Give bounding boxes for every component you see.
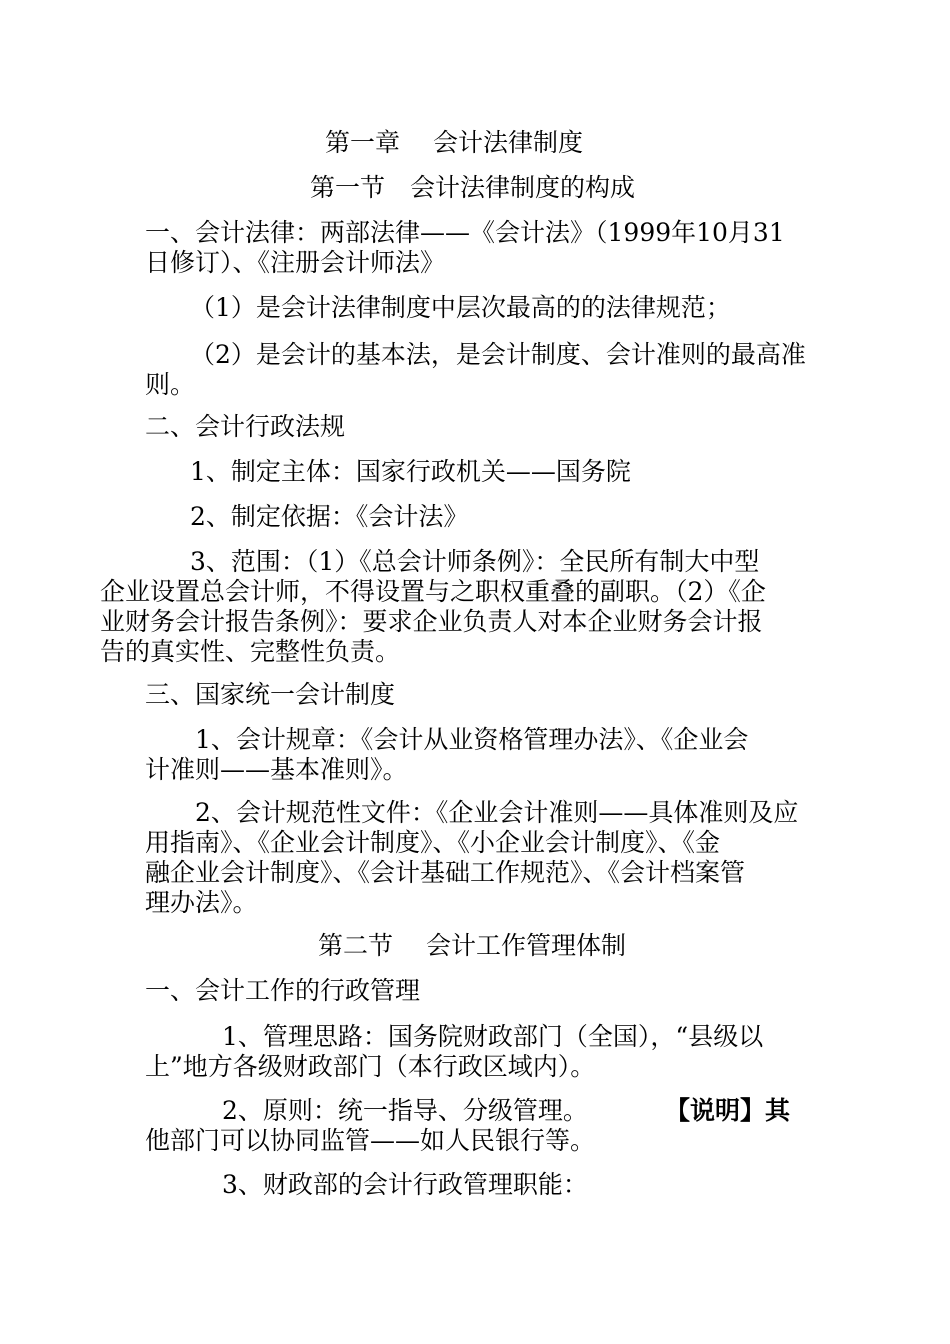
paragraph-line: 融企业会计制度》、《会计基础工作规范》、《会计档案管 [145, 858, 746, 887]
subsection-heading: 一、会计工作的行政管理 [145, 976, 421, 1005]
chapter-title: 第一章 会计法律制度 [325, 128, 583, 157]
paragraph-line: 则。 [145, 370, 196, 399]
paragraph-line: 告的真实性、完整性负责。 [100, 637, 401, 666]
paragraph-line: 理办法》。 [145, 888, 258, 917]
paragraph-line: 用指南》、《企业会计制度》、《小企业会计制度》、《金 [145, 828, 721, 857]
paragraph-line: 他部门可以协同监管——如人民银行等。 [145, 1126, 596, 1155]
note-label: 【说明】其 [665, 1096, 791, 1125]
paragraph-line: 1、会计规章：《会计从业资格管理办法》、《企业会 [195, 725, 749, 754]
paragraph-line: 2、会计规范性文件：《企业会计准则——具体准则及应 [195, 798, 799, 827]
paragraph-line: 计准则——基本准则》。 [145, 755, 408, 784]
paragraph-line: （2）是会计的基本法，是会计制度、会计准则的最高准 [190, 340, 806, 369]
paragraph-line: 1、制定主体：国家行政机关——国务院 [190, 457, 631, 486]
paragraph-line: （1）是会计法律制度中层次最高的的法律规范； [190, 293, 731, 322]
paragraph-line: 2、原则：统一指导、分级管理。 [222, 1096, 588, 1125]
paragraph-line: 上”地方各级财政部门（本行政区域内）。 [145, 1052, 596, 1081]
paragraph-line: 日修订）、《注册会计师法》 [145, 248, 446, 277]
paragraph-line: 2、制定依据：《会计法》 [190, 502, 469, 531]
section-2-title: 第二节 会计工作管理体制 [318, 931, 626, 960]
section-1-title: 第一节 会计法律制度的构成 [310, 173, 636, 202]
paragraph-line: 业财务会计报告条例》：要求企业负责人对本企业财务会计报 [100, 607, 763, 636]
subsection-heading: 三、国家统一会计制度 [145, 680, 396, 709]
paragraph-line: 3、财政部的会计行政管理职能： [222, 1170, 588, 1199]
subsection-heading: 二、会计行政法规 [145, 412, 346, 441]
paragraph-line: 企业设置总会计师，不得设置与之职权重叠的副职。（2）《企 [100, 577, 766, 606]
paragraph-line: 一、会计法律：两部法律——《会计法》（1999年10月31 [145, 218, 785, 247]
paragraph-line: 3、范围：（1）《总会计师条例》：全民所有制大中型 [190, 547, 760, 576]
paragraph-line: 1、管理思路：国务院财政部门（全国），“县级以 [222, 1022, 764, 1051]
